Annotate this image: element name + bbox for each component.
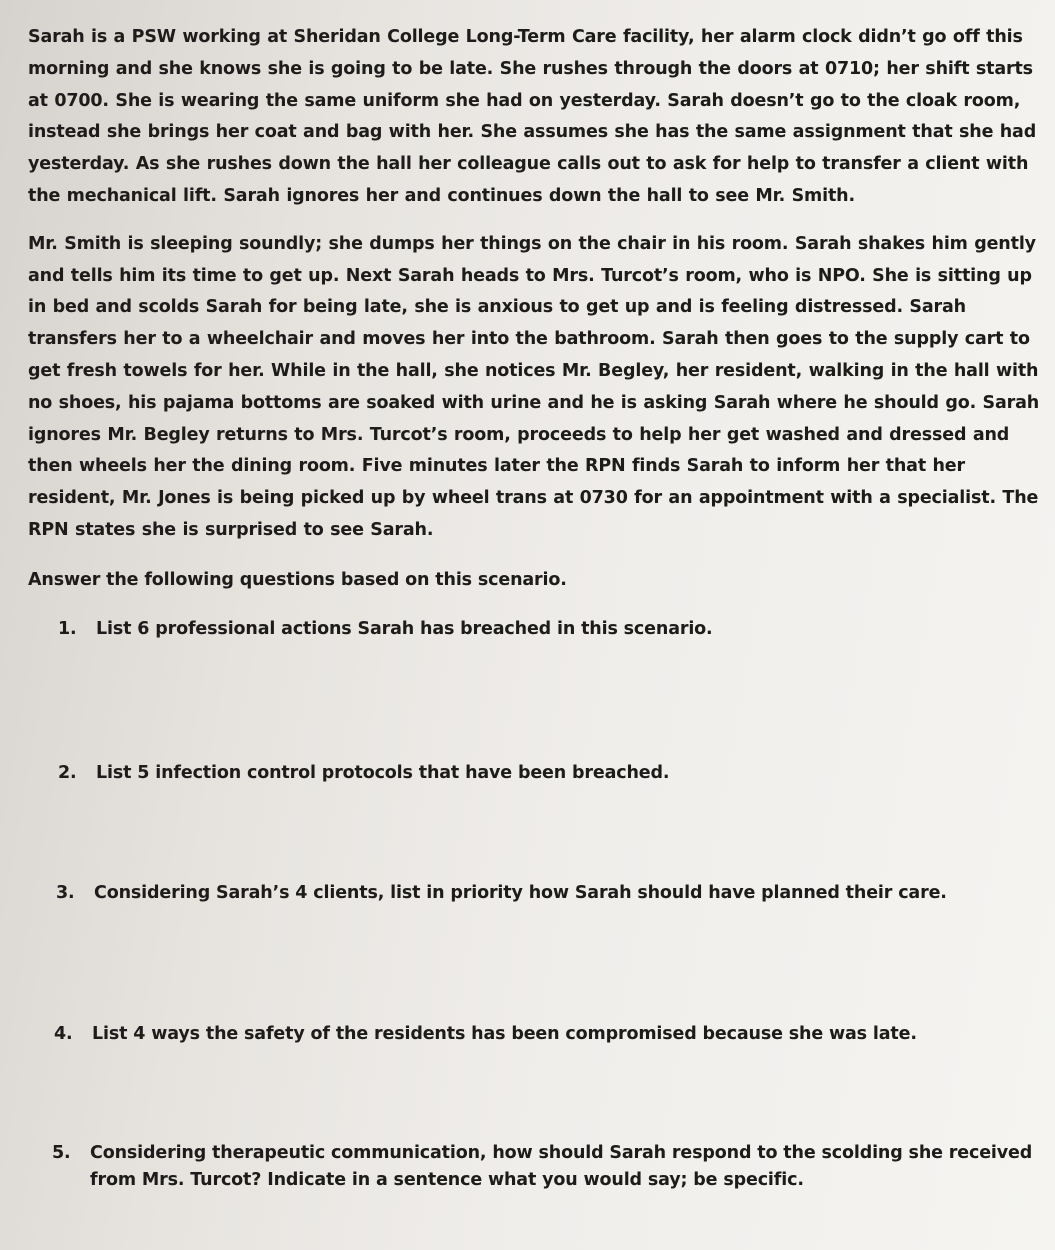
question-number: 1. [58, 619, 77, 639]
question-text: Considering Sarah’s 4 clients, list in priority how Sarah should have planned their care. [94, 883, 947, 903]
question-text: Considering therapeutic communication, how should Sarah respond to the scolding she received from Mrs. Turcot? Indicate in a sentence what you would say; be specific. [90, 1143, 1033, 1190]
question-number: 2. [58, 763, 77, 783]
scenario-paragraph-1: Sarah is a PSW working at Sheridan College Long-Term Care facility, her alarm clock didn’t go off this morning and she knows she is going to be late. She rushes through the doors at 0710; her shift starts at 0700. She is wearing the same uniform she had on yesterday. Sarah doesn’t go to the cloak room, instead she brings her coat and bag with her. She assumes she has the same assignment that she had yesterday. As she rushes down the hall her colleague calls out to ask for help to transfer a client with the mechanical lift. Sarah ignores her and continues down the hall to see Mr. Smith. [28, 27, 1037, 206]
question-item [0, 616, 1041, 643]
question-text: List 4 ways the safety of the residents has been compromised because she was late. [92, 1024, 917, 1044]
question-text: List 6 professional actions Sarah has breached in this scenario. [96, 619, 713, 639]
question-item [0, 1021, 1041, 1048]
instructions-text: Answer the following questions based on this scenario. [28, 569, 567, 590]
question-text: List 5 infection control protocols that have been breached. [96, 763, 670, 783]
question-number: 4. [54, 1024, 73, 1044]
question-item [0, 1140, 1041, 1194]
question-number: 3. [56, 883, 75, 903]
question-item [0, 760, 1041, 787]
scenario-section [28, 22, 1041, 547]
question-item [0, 880, 1041, 907]
question-number: 5. [52, 1143, 71, 1163]
scenario-paragraph-2: Mr. Smith is sleeping soundly; she dumps her things on the chair in his room. Sarah shakes him gently and tells him its time to get up. Next Sarah heads to Mrs. Turcot’s room, who is NPO. She is sitting up in bed and scolds Sarah for being late, she is anxious to get up and is feeling distressed. Sarah transfers her to a wheelchair and moves her into the bathroom. Sarah then goes to the supply cart to get fresh towels for her. While in the hall, she notices Mr. Begley, her resident, walking in the hall with no shoes, his pajama bottoms are soaked with urine and he is asking Sarah where he should go. Sarah ignores Mr. Begley returns to Mrs. Turcot’s room, proceeds to help her get washed and dressed and then wheels her the dining room. Five minutes later the RPN finds Sarah to inform her that her resident, Mr. Jones is being picked up by wheel trans at 0730 for an appointment with a specialist. The RPN states she is surprised to see Sarah. [28, 233, 1040, 540]
